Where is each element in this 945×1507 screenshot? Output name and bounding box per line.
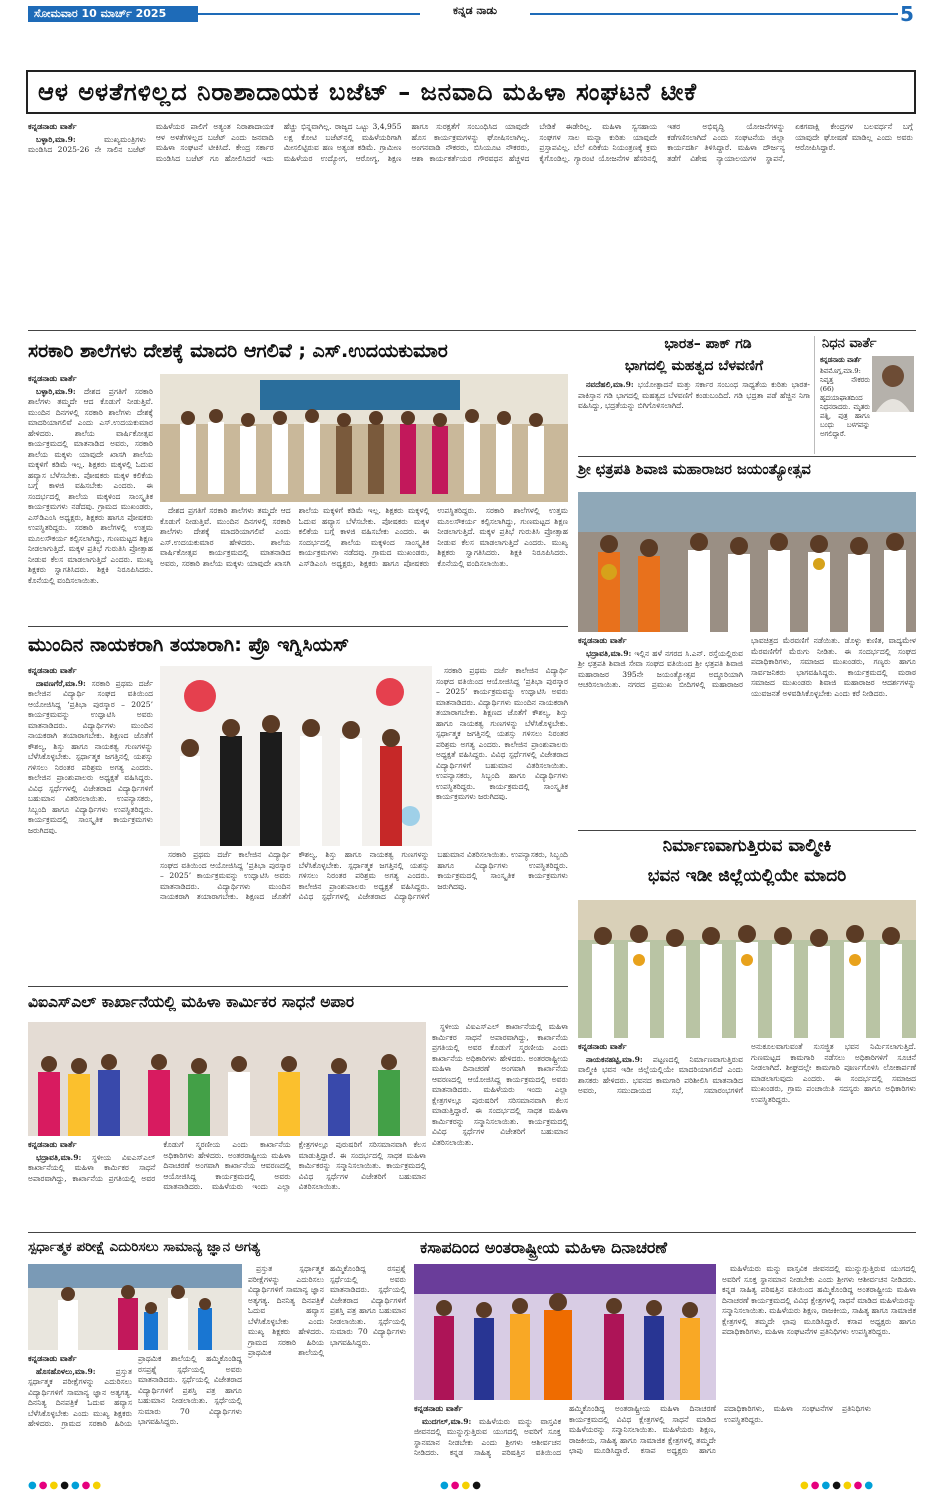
exam-body: ಪ್ರಸ್ತುತ ಸ್ಪರ್ಧಾತ್ಮಕ ಪರೀಕ್ಷೆಗಳನ್ನು ಎದುರಿಸಲು ವಿದ್ಯಾರ್ಥಿಗಳಿಗೆ ಸಾಮಾನ್ಯ ಜ್ಞಾನ ಅತ್ಯಗತ್ಯ. ದಿನನಿತ್ಯ ದಿನಪತ್ರಿಕೆ ಓದುವ ಹವ್ಯಾಸ ಬೆಳೆಸಿಕೊಳ್ಳಬೇಕು ಎಂದು ಮುಖ್ಯ ಶಿಕ್ಷಕರು ಹೇಳಿದರು. ಗ್ರಾಮದ ಸರಕಾರಿ ಹಿರಿಯ ಪ್ರಾಥಮಿಕ ಶಾಲೆಯಲ್ಲಿ ಹಮ್ಮಿಕೊಂಡಿದ್ದ ರಸಪ್ರಶ್ನೆ ಸ್ಪರ್ಧೆಯಲ್ಲಿ ಅವರು ಮಾತನಾಡಿದರು. ಸ್ಪರ್ಧೆಯಲ್ಲಿ ವಿಜೇತರಾದ ವಿದ್ಯಾರ್ಥಿಗಳಿಗೆ ಪ್ರಶಸ್ತಿ ಪತ್ರ ಹಾಗೂ ಬಹುಮಾನ ನೀಡಲಾಯಿತು. ಸ್ಪರ್ಧೆಯಲ್ಲಿ ಸುಮಾರು 70 ವಿದ್ಯಾರ್ಥಿಗಳು ಭಾಗವಹಿಸಿದ್ದರು.	[28, 1354, 242, 1428]
bharat-headline-line1: ಭಾರತ– ಪಾಕ್ ಗಡಿ	[664, 336, 752, 352]
exam-byline: ಕನ್ನಡನಾಡು ವಾರ್ತೆ	[28, 1354, 77, 1363]
bharat-article	[578, 380, 810, 452]
lead-article	[28, 122, 913, 327]
divider	[28, 330, 916, 331]
visl-article	[28, 1140, 426, 1228]
registration-marks: ●●●●	[440, 1480, 483, 1491]
obituary-headline: ನಿಧನ ವಾರ್ತೆ	[822, 336, 877, 351]
exam-photo	[28, 1264, 242, 1350]
divider	[814, 336, 815, 454]
schools-byline: ಕನ್ನಡನಾಡು ವಾರ್ತೆ	[28, 374, 77, 383]
leaders-photo	[160, 666, 432, 846]
visl-body-continued: ಸ್ಥಳೀಯ ವಿಐಎಸ್ಎಲ್ ಕಾರ್ಖಾನೆಯಲ್ಲಿ ಮಹಿಳಾ ಕಾರ್ಮಿಕರ ಸಾಧನೆ ಅಪಾರವಾಗಿದ್ದು, ಕಾರ್ಖಾನೆಯ ಪ್ರಗತಿಯಲ್ಲಿ ಅವರ ಕೊಡುಗೆ ಸ್ಮರಣೀಯ ಎಂದು ಕಾರ್ಖಾನೆಯ ಅಧಿಕಾರಿಗಳು ಹೇಳಿದರು. ಅಂತರರಾಷ್ಟ್ರೀಯ ಮಹಿಳಾ ದಿನಾಚರಣೆ ಅಂಗವಾಗಿ ಕಾರ್ಖಾನೆಯ ಆವರಣದಲ್ಲಿ ಆಯೋಜಿಸಿದ್ದ ಕಾರ್ಯಕ್ರಮದಲ್ಲಿ ಅವರು ಮಾತನಾಡಿದರು. ಮಹಿಳೆಯರು ಇಂದು ಎಲ್ಲಾ ಕ್ಷೇತ್ರಗಳಲ್ಲೂ ಪುರುಷರಿಗೆ ಸರಿಸಮಾನವಾಗಿ ಕೆಲಸ ಮಾಡುತ್ತಿದ್ದಾರೆ. ಈ ಸಂದರ್ಭದಲ್ಲಿ ಸಾಧಕ ಮಹಿಳಾ ಕಾರ್ಮಿಕರನ್ನು ಸನ್ಮಾನಿಸಲಾಯಿತು. ಕಾರ್ಯಕ್ರಮದಲ್ಲಿ ವಿವಿಧ ಸ್ಪರ್ಧೆಗಳ ವಿಜೇತರಿಗೆ ಬಹುಮಾನ ವಿತರಿಸಲಾಯಿತು.	[432, 1022, 568, 1147]
kasapa-body: ಮಹಿಳೆಯರು ಮನ್ನು ವಾಸ್ತವಿಕ ಜೀವನದಲ್ಲಿ ಮುನ್ನುಗ್ಗುತ್ತಿರುವ ಯುಗದಲ್ಲಿ ಅವರಿಗೆ ಸೂಕ್ತ ಸ್ಥಾನಮಾನ ನೀಡಬೇಕು ಎಂದು ಶ್ರೀಗಳು ಆಶೀರ್ವಚನ ನೀಡಿದರು. ಕನ್ನಡ ಸಾಹಿತ್ಯ ಪರಿಷತ್ತಿನ ವತಿಯಿಂದ ಹಮ್ಮಿಕೊಂಡಿದ್ದ ಅಂತರಾಷ್ಟ್ರೀಯ ಮಹಿಳಾ ದಿನಾಚರಣೆ ಕಾರ್ಯಕ್ರಮದಲ್ಲಿ ವಿವಿಧ ಕ್ಷೇತ್ರಗಳಲ್ಲಿ ಸಾಧನೆ ಮಾಡಿದ ಮಹಿಳೆಯರನ್ನು ಸನ್ಮಾನಿಸಲಾಯಿತು. ಮಹಿಳೆಯರು ಶಿಕ್ಷಣ, ರಾಜಕೀಯ, ಸಾಹಿತ್ಯ ಹಾಗೂ ಸಾಮಾಜಿಕ ಕ್ಷೇತ್ರಗಳಲ್ಲಿ ತಮ್ಮದೇ ಛಾಪು ಮೂಡಿಸಿದ್ದಾರೆ. ಕಸಾಪ ಅಧ್ಯಕ್ಷರು ಹಾಗೂ ಪದಾಧಿಕಾರಿಗಳು, ಮಹಿಳಾ ಸಂಘಟನೆಗಳ ಪ್ರತಿನಿಧಿಗಳು ಉಪಸ್ಥಿತರಿದ್ದರು.	[414, 1404, 871, 1457]
registration-marks: ●●●●●●●	[800, 1480, 876, 1491]
kasapa-headline: ಕಸಾಪದಿಂದ ಅಂತರಾಷ್ಟ್ರೀಯ ಮಹಿಳಾ ದಿನಾಚರಣೆ	[420, 1238, 668, 1257]
bharat-headline-line2: ಭಾಗದಲ್ಲಿ ಮಹತ್ವದ ಬೆಳವಣಿಗೆ	[624, 358, 764, 374]
obituary-article	[820, 356, 870, 454]
header-rule	[198, 13, 898, 15]
masthead	[0, 0, 945, 66]
shivaji-byline: ಕನ್ನಡನಾಡು ವಾರ್ತೆ	[578, 636, 627, 645]
schools-headline: ಸರಕಾರಿ ಶಾಲೆಗಳು ದೇಶಕ್ಕೆ ಮಾದರಿ ಆಗಲಿವೆ ; ಎಸ್.ಉದಯಕುಮಾರ	[28, 340, 448, 362]
divider	[28, 1232, 916, 1233]
divider	[28, 626, 568, 627]
kasapa-photo	[414, 1264, 716, 1400]
kasapa-byline: ಕನ್ನಡನಾಡು ವಾರ್ತೆ	[414, 1404, 463, 1413]
leaders-place: ದಾವಣಗೆರೆ,ಮಾ.9:	[36, 678, 86, 688]
header-date: ಸೋಮವಾರ 10 ಮಾರ್ಚ್ 2025	[28, 6, 198, 22]
valmiki-body: ಪಟ್ಟಣದಲ್ಲಿ ನಿರ್ಮಾಣವಾಗುತ್ತಿರುವ ವಾಲ್ಮೀಕಿ ಭವನ ಇಡೀ ಜಿಲ್ಲೆಯಲ್ಲಿಯೇ ಮಾದರಿಯಾಗಲಿದೆ ಎಂದು ಶಾಸಕರು ಹೇಳಿದರು. ಭವನದ ಕಾಮಗಾರಿ ಪರಿಶೀಲಿಸಿ ಮಾತನಾಡಿದ ಅವರು, ಸಮುದಾಯದ ಸಭೆ, ಸಮಾರಂಭಗಳಿಗೆ ಅನುಕೂಲವಾಗುವಂತೆ ಸುಸಜ್ಜಿತ ಭವನ ನಿರ್ಮಿಸಲಾಗುತ್ತಿದೆ. ಗುಣಮಟ್ಟದ ಕಾಮಗಾರಿ ನಡೆಸಲು ಅಧಿಕಾರಿಗಳಿಗೆ ಸೂಚನೆ ನೀಡಲಾಗಿದೆ. ಶೀಘ್ರದಲ್ಲೇ ಕಾಮಗಾರಿ ಪೂರ್ಣಗೊಳಿಸಿ ಲೋಕಾರ್ಪಣೆ ಮಾಡಲಾಗುವುದು ಎಂದರು. ಈ ಸಂದರ್ಭದಲ್ಲಿ ಸಮಾಜದ ಮುಖಂಡರು, ಗ್ರಾಮ ಪಂಚಾಯಿತಿ ಸದಸ್ಯರು ಹಾಗೂ ಅಧಿಕಾರಿಗಳು ಉಪಸ್ಥಿತರಿದ್ದರು.	[578, 1042, 916, 1104]
leaders-body-continued: ಸರಕಾರಿ ಪ್ರಥಮ ದರ್ಜೆ ಕಾಲೇಜಿನ ವಿದ್ಯಾರ್ಥಿ ಸಂಘದ ವತಿಯಿಂದ ಆಯೋಜಿಸಿದ್ದ ‘ಪ್ರತಿಭಾ ಪುರಸ್ಕಾರ – 2025’ ಕಾರ್ಯಕ್ರಮವನ್ನು ಉದ್ಘಾಟಿಸಿ ಅವರು ಮಾತನಾಡಿದರು. ವಿದ್ಯಾರ್ಥಿಗಳು ಮುಂದಿನ ನಾಯಕರಾಗಿ ತಯಾರಾಗಬೇಕು. ಶಿಕ್ಷಣದ ಜೊತೆಗೆ ಕೌಶಲ್ಯ, ಶಿಸ್ತು ಹಾಗೂ ನಾಯಕತ್ವ ಗುಣಗಳನ್ನು ಬೆಳೆಸಿಕೊಳ್ಳಬೇಕು. ಸ್ಪರ್ಧಾತ್ಮಕ ಜಗತ್ತಿನಲ್ಲಿ ಯಶಸ್ಸು ಗಳಿಸಲು ನಿರಂತರ ಪರಿಶ್ರಮ ಅಗತ್ಯ ಎಂದರು. ಕಾಲೇಜಿನ ಪ್ರಾಂಶುಪಾಲರು ಅಧ್ಯಕ್ಷತೆ ವಹಿಸಿದ್ದರು. ವಿವಿಧ ಸ್ಪರ್ಧೆಗಳಲ್ಲಿ ವಿಜೇತರಾದ ವಿದ್ಯಾರ್ಥಿಗಳಿಗೆ ಬಹುಮಾನ ವಿತರಿಸಲಾಯಿತು. ಉಪನ್ಯಾಸಕರು, ಸಿಬ್ಬಂದಿ ಹಾಗೂ ವಿದ್ಯಾರ್ಥಿಗಳು ಉಪಸ್ಥಿತರಿದ್ದರು. ಕಾರ್ಯಕ್ರಮದಲ್ಲಿ ಸಾಂಸ್ಕೃತಿಕ ಕಾರ್ಯಕ್ರಮಗಳು ಜರುಗಿದವು.	[436, 666, 568, 801]
visl-group-photo	[28, 1022, 426, 1136]
schools-body-continued: ದೇಶದ ಪ್ರಗತಿಗೆ ಸರಕಾರಿ ಶಾಲೆಗಳು ತಮ್ಮದೇ ಆದ ಕೊಡುಗೆ ನೀಡುತ್ತಿವೆ. ಮುಂದಿನ ದಿನಗಳಲ್ಲಿ ಸರಕಾರಿ ಶಾಲೆಗಳು ದೇಶಕ್ಕೆ ಮಾದರಿಯಾಗಲಿವೆ ಎಂದು ಎಸ್.ಉದಯಕುಮಾರ ಹೇಳಿದರು. ಶಾಲೆಯ ವಾರ್ಷಿಕೋತ್ಸವ ಕಾರ್ಯಕ್ರಮದಲ್ಲಿ ಮಾತನಾಡಿದ ಅವರು, ಸರಕಾರಿ ಶಾಲೆಯ ಮಕ್ಕಳು ಯಾವುದೇ ಖಾಸಗಿ ಶಾಲೆಯ ಮಕ್ಕಳಿಗೆ ಕಡಿಮೆ ಇಲ್ಲ. ಶಿಕ್ಷಕರು ಮಕ್ಕಳಲ್ಲಿ ಓದುವ ಹವ್ಯಾಸ ಬೆಳೆಸಬೇಕು. ಪೋಷಕರು ಮಕ್ಕಳ ಕಲಿಕೆಯ ಬಗ್ಗೆ ಕಾಳಜಿ ವಹಿಸಬೇಕು ಎಂದರು. ಈ ಸಂದರ್ಭದಲ್ಲಿ ಶಾಲೆಯ ಮಕ್ಕಳಿಂದ ಸಾಂಸ್ಕೃತಿಕ ಕಾರ್ಯಕ್ರಮಗಳು ನಡೆದವು. ಗ್ರಾಮದ ಮುಖಂಡರು, ಎಸ್‌ಡಿಎಂಸಿ ಅಧ್ಯಕ್ಷರು, ಶಿಕ್ಷಕರು ಹಾಗೂ ಪೋಷಕರು ಉಪಸ್ಥಿತರಿದ್ದರು. ಸರಕಾರಿ ಶಾಲೆಗಳಲ್ಲಿ ಉತ್ತಮ ಮೂಲಸೌಕರ್ಯ ಕಲ್ಪಿಸಲಾಗಿದ್ದು, ಗುಣಮಟ್ಟದ ಶಿಕ್ಷಣ ನೀಡಲಾಗುತ್ತಿದೆ. ಮಕ್ಕಳ ಪ್ರತಿಭೆ ಗುರುತಿಸಿ ಪ್ರೋತ್ಸಾಹ ನೀಡುವ ಕೆಲಸ ಮಾಡಲಾಗುತ್ತಿದೆ ಎಂದರು. ಮುಖ್ಯ ಶಿಕ್ಷಕರು ಸ್ವಾಗತಿಸಿದರು. ಶಿಕ್ಷಕಿ ನಿರೂಪಿಸಿದರು. ಕೊನೆಯಲ್ಲಿ ವಂದಿಸಲಾಯಿತು.	[160, 506, 568, 568]
leaders-body: ಸರಕಾರಿ ಪ್ರಥಮ ದರ್ಜೆ ಕಾಲೇಜಿನ ವಿದ್ಯಾರ್ಥಿ ಸಂಘದ ವತಿಯಿಂದ ಆಯೋಜಿಸಿದ್ದ ‘ಪ್ರತಿಭಾ ಪುರಸ್ಕಾರ – 2025’ ಕಾರ್ಯಕ್ರಮವನ್ನು ಉದ್ಘಾಟಿಸಿ ಅವರು ಮಾತನಾಡಿದರು. ವಿದ್ಯಾರ್ಥಿಗಳು ಮುಂದಿನ ನಾಯಕರಾಗಿ ತಯಾರಾಗಬೇಕು. ಶಿಕ್ಷಣದ ಜೊತೆಗೆ ಕೌಶಲ್ಯ, ಶಿಸ್ತು ಹಾಗೂ ನಾಯಕತ್ವ ಗುಣಗಳನ್ನು ಬೆಳೆಸಿಕೊಳ್ಳಬೇಕು. ಸ್ಪರ್ಧಾತ್ಮಕ ಜಗತ್ತಿನಲ್ಲಿ ಯಶಸ್ಸು ಗಳಿಸಲು ನಿರಂತರ ಪರಿಶ್ರಮ ಅಗತ್ಯ ಎಂದರು. ಕಾಲೇಜಿನ ಪ್ರಾಂಶುಪಾಲರು ಅಧ್ಯಕ್ಷತೆ ವಹಿಸಿದ್ದರು. ವಿವಿಧ ಸ್ಪರ್ಧೆಗಳಲ್ಲಿ ವಿಜೇತರಾದ ವಿದ್ಯಾರ್ಥಿಗಳಿಗೆ ಬಹುಮಾನ ವಿತರಿಸಲಾಯಿತು. ಉಪನ್ಯಾಸಕರು, ಸಿಬ್ಬಂದಿ ಹಾಗೂ ವಿದ್ಯಾರ್ಥಿಗಳು ಉಪಸ್ಥಿತರಿದ್ದರು. ಕಾರ್ಯಕ್ರಮದಲ್ಲಿ ಸಾಂಸ್ಕೃತಿಕ ಕಾರ್ಯಕ್ರಮಗಳು ಜರುಗಿದವು.	[28, 678, 154, 835]
valmiki-byline: ಕನ್ನಡನಾಡು ವಾರ್ತೆ	[578, 1042, 627, 1051]
kasapa-article-col2	[722, 1264, 916, 1466]
leaders-article-col1	[28, 666, 153, 982]
visl-byline: ಕನ್ನಡನಾಡು ವಾರ್ತೆ	[28, 1140, 77, 1149]
exam-place: ಹೊಸಹೊಳಲು,ಮಾ.9:	[36, 1366, 96, 1376]
valmiki-headline-line1: ನಿರ್ಮಾಣವಾಗುತ್ತಿರುವ ವಾಲ್ಮೀಕಿ	[662, 836, 832, 856]
divider	[28, 986, 568, 987]
shivaji-article	[578, 636, 916, 826]
valmiki-place: ನಾಯಕನಹಟ್ಟಿ,ಮಾ.9:	[586, 1054, 643, 1064]
schools-body: ದೇಶದ ಪ್ರಗತಿಗೆ ಸರಕಾರಿ ಶಾಲೆಗಳು ತಮ್ಮದೇ ಆದ ಕೊಡುಗೆ ನೀಡುತ್ತಿವೆ. ಮುಂದಿನ ದಿನಗಳಲ್ಲಿ ಸರಕಾರಿ ಶಾಲೆಗಳು ದೇಶಕ್ಕೆ ಮಾದರಿಯಾಗಲಿವೆ ಎಂದು ಎಸ್.ಉದಯಕುಮಾರ ಹೇಳಿದರು. ಶಾಲೆಯ ವಾರ್ಷಿಕೋತ್ಸವ ಕಾರ್ಯಕ್ರಮದಲ್ಲಿ ಮಾತನಾಡಿದ ಅವರು, ಸರಕಾರಿ ಶಾಲೆಯ ಮಕ್ಕಳು ಯಾವುದೇ ಖಾಸಗಿ ಶಾಲೆಯ ಮಕ್ಕಳಿಗೆ ಕಡಿಮೆ ಇಲ್ಲ. ಶಿಕ್ಷಕರು ಮಕ್ಕಳಲ್ಲಿ ಓದುವ ಹವ್ಯಾಸ ಬೆಳೆಸಬೇಕು. ಪೋಷಕರು ಮಕ್ಕಳ ಕಲಿಕೆಯ ಬಗ್ಗೆ ಕಾಳಜಿ ವಹಿಸಬೇಕು ಎಂದರು. ಈ ಸಂದರ್ಭದಲ್ಲಿ ಶಾಲೆಯ ಮಕ್ಕಳಿಂದ ಸಾಂಸ್ಕೃತಿಕ ಕಾರ್ಯಕ್ರಮಗಳು ನಡೆದವು. ಗ್ರಾಮದ ಮುಖಂಡರು, ಎಸ್‌ಡಿಎಂಸಿ ಅಧ್ಯಕ್ಷರು, ಶಿಕ್ಷಕರು ಹಾಗೂ ಪೋಷಕರು ಉಪಸ್ಥಿತರಿದ್ದರು. ಸರಕಾರಿ ಶಾಲೆಗಳಲ್ಲಿ ಉತ್ತಮ ಮೂಲಸೌಕರ್ಯ ಕಲ್ಪಿಸಲಾಗಿದ್ದು, ಗುಣಮಟ್ಟದ ಶಿಕ್ಷಣ ನೀಡಲಾಗುತ್ತಿದೆ. ಮಕ್ಕಳ ಪ್ರತಿಭೆ ಗುರುತಿಸಿ ಪ್ರೋತ್ಸಾಹ ನೀಡುವ ಕೆಲಸ ಮಾಡಲಾಗುತ್ತಿದೆ ಎಂದರು. ಮುಖ್ಯ ಶಿಕ್ಷಕರು ಸ್ವಾಗತಿಸಿದರು. ಶಿಕ್ಷಕಿ ನಿರೂಪಿಸಿದರು. ಕೊನೆಯಲ್ಲಿ ವಂದಿಸಲಾಯಿತು.	[28, 386, 153, 585]
exam-headline: ಸ್ಪರ್ಧಾತ್ಮಕ ಪರೀಕ್ಷೆ ಎದುರಿಸಲು ಸಾಮಾನ್ಯ ಜ್ಞಾನ ಅಗತ್ಯ	[28, 1239, 260, 1255]
valmiki-headline-line2: ಭವನ ಇಡೀ ಜಿಲ್ಲೆಯಲ್ಲಿಯೇ ಮಾದರಿ	[647, 866, 847, 886]
visl-headline: ವಿಐಎಸ್ಎಲ್ ಕಾರ್ಖಾನೆಯಲ್ಲಿ ಮಹಿಳಾ ಕಾರ್ಮಿಕರ ಸಾಧನೆ ಅಪಾರ	[28, 993, 355, 1011]
leaders-article-col2	[436, 666, 568, 846]
shivaji-body: ಇಲ್ಲಿನ ಹಳೆ ನಗರದ ಸಿ.ಎನ್. ರಸ್ತೆಯಲ್ಲಿರುವ ಶ್ರೀ ಛತ್ರಪತಿ ಶಿವಾಜಿ ಸೇವಾ ಸಂಘದ ವತಿಯಿಂದ ಶ್ರೀ ಛತ್ರಪತಿ ಶಿವಾಜಿ ಮಹಾರಾಜರ 395ನೇ ಜಯಂತ್ಯೋತ್ಸವ ಅದ್ಧೂರಿಯಾಗಿ ಆಚರಿಸಲಾಯಿತು. ನಗರದ ಪ್ರಮುಖ ಬೀದಿಗಳಲ್ಲಿ ಮಹಾರಾಜರ ಭಾವಚಿತ್ರದ ಮೆರವಣಿಗೆ ನಡೆಯಿತು. ಡೊಳ್ಳು ಕುಣಿತ, ವಾದ್ಯಮೇಳ ಮೆರವಣಿಗೆಗೆ ಮೆರುಗು ನೀಡಿತು. ಈ ಸಂದರ್ಭದಲ್ಲಿ ಸಂಘದ ಪದಾಧಿಕಾರಿಗಳು, ಸಮಾಜದ ಮುಖಂಡರು, ಗಣ್ಯರು ಹಾಗೂ ಸಾರ್ವಜನಿಕರು ಭಾಗವಹಿಸಿದ್ದರು. ಕಾರ್ಯಕ್ರಮದಲ್ಲಿ ಮರಾಠ ಸಮಾಜದ ಮುಖಂಡರು ಶಿವಾಜಿ ಮಹಾರಾಜರ ಆದರ್ಶಗಳನ್ನು ಯುವಜನತೆ ಅಳವಡಿಸಿಕೊಳ್ಳಬೇಕು ಎಂದು ಕರೆ ನೀಡಿದರು.	[578, 636, 916, 698]
obituary-portrait	[872, 356, 914, 412]
visl-place: ಭದ್ರಾವತಿ,ಮಾ.9:	[36, 1152, 82, 1162]
schools-article-col1	[28, 374, 153, 622]
lead-body: ಮುಖ್ಯಮಂತ್ರಿಗಳು ಮಂಡಿಸಿದ 2025-26 ನೇ ಸಾಲಿನ ಬಜೆಟ್ ಮಹಿಳೆಯರ ಪಾಲಿಗೆ ಅತ್ಯಂತ ನಿರಾಶಾದಾಯಕ ಆಳ ಅಳತೆಗಳಿಲ್ಲದ ಬಜೆಟ್ ಎಂದು ಜನವಾದಿ ಮಹಿಳಾ ಸಂಘಟನೆ ಟೀಕಿಸಿದೆ. ಕೇಂದ್ರ ಸರ್ಕಾರ ಮಂಡಿಸಿದ ಬಜೆಟ್ ಗೂ ಹೋಲಿಸಿದರೆ ಇದು ಹೆಚ್ಚು ಭಿನ್ನವಾಗಿಲ್ಲ. ರಾಜ್ಯದ ಒಟ್ಟು 3,4,955 ಲಕ್ಷ ಕೋಟಿ ಬಜೆಟ್‌ನಲ್ಲಿ ಮಹಿಳೆಯರಿಗಾಗಿ ಮೀಸಲಿಟ್ಟಿರುವ ಹಣ ಅತ್ಯಂತ ಕಡಿಮೆ. ಗ್ರಾಮೀಣ ಮಹಿಳೆಯರ ಉದ್ಯೋಗ, ಆರೋಗ್ಯ, ಶಿಕ್ಷಣ ಹಾಗೂ ಸುರಕ್ಷತೆಗೆ ಸಂಬಂಧಿಸಿದ ಯಾವುದೇ ಹೊಸ ಕಾರ್ಯಕ್ರಮಗಳನ್ನು ಘೋಷಿಸಲಾಗಿಲ್ಲ. ಅಂಗನವಾಡಿ ನೌಕರರು, ಬಿಸಿಯೂಟ ನೌಕರರು, ಆಶಾ ಕಾರ್ಯಕರ್ತೆಯರ ಗೌರವಧನ ಹೆಚ್ಚಳದ ಬೇಡಿಕೆ ಈಡೇರಿಲ್ಲ. ಮಹಿಳಾ ಸ್ವಸಹಾಯ ಸಂಘಗಳ ಸಾಲ ಮನ್ನಾ ಕುರಿತು ಯಾವುದೇ ಪ್ರಸ್ತಾಪವಿಲ್ಲ. ಬೆಲೆ ಏರಿಕೆಯ ನಿಯಂತ್ರಣಕ್ಕೆ ಕ್ರಮ ಕೈಗೊಂಡಿಲ್ಲ. ಗ್ಯಾರಂಟಿ ಯೋಜನೆಗಳ ಹೆಸರಿನಲ್ಲಿ ಇತರ ಅಭಿವೃದ್ಧಿ ಯೋಜನೆಗಳನ್ನು ಕಡೆಗಣಿಸಲಾಗಿದೆ ಎಂದು ಸಂಘಟನೆಯ ಜಿಲ್ಲಾ ಕಾರ್ಯದರ್ಶಿ ತಿಳಿಸಿದ್ದಾರೆ. ಮಹಿಳಾ ದೌರ್ಜನ್ಯ ತಡೆಗೆ ವಿಶೇಷ ನ್ಯಾಯಾಲಯಗಳ ಸ್ಥಾಪನೆ, ಏಕಗವಾಕ್ಷಿ ಕೇಂದ್ರಗಳ ಬಲವರ್ಧನೆ ಬಗ್ಗೆ ಯಾವುದೇ ಘೋಷಣೆ ಮಾಡಿಲ್ಲ ಎಂದು ಅವರು ಆರೋಪಿಸಿದ್ದಾರೆ.	[28, 122, 913, 163]
registration-marks: ●●●●●●●	[28, 1480, 104, 1491]
lead-byline: ಕನ್ನಡನಾಡು ವಾರ್ತೆ	[28, 122, 77, 131]
valmiki-photo	[578, 900, 916, 1038]
exam-article	[28, 1354, 242, 1466]
lead-place: ಬಳ್ಳಾರಿ,ಮಾ.9:	[36, 134, 76, 144]
shivaji-headline: ಶ್ರೀ ಛತ್ರಪತಿ ಶಿವಾಜಿ ಮಹಾರಾಜರ ಜಯಂತ್ಯೋತ್ಸವ	[578, 462, 811, 478]
divider	[578, 830, 916, 831]
visl-body: ಸ್ಥಳೀಯ ವಿಐಎಸ್ಎಲ್ ಕಾರ್ಖಾನೆಯಲ್ಲಿ ಮಹಿಳಾ ಕಾರ್ಮಿಕರ ಸಾಧನೆ ಅಪಾರವಾಗಿದ್ದು, ಕಾರ್ಖಾನೆಯ ಪ್ರಗತಿಯಲ್ಲಿ ಅವರ ಕೊಡುಗೆ ಸ್ಮರಣೀಯ ಎಂದು ಕಾರ್ಖಾನೆಯ ಅಧಿಕಾರಿಗಳು ಹೇಳಿದರು. ಅಂತರರಾಷ್ಟ್ರೀಯ ಮಹಿಳಾ ದಿನಾಚರಣೆ ಅಂಗವಾಗಿ ಕಾರ್ಖಾನೆಯ ಆವರಣದಲ್ಲಿ ಆಯೋಜಿಸಿದ್ದ ಕಾರ್ಯಕ್ರಮದಲ್ಲಿ ಅವರು ಮಾತನಾಡಿದರು. ಮಹಿಳೆಯರು ಇಂದು ಎಲ್ಲಾ ಕ್ಷೇತ್ರಗಳಲ್ಲೂ ಪುರುಷರಿಗೆ ಸರಿಸಮಾನವಾಗಿ ಕೆಲಸ ಮಾಡುತ್ತಿದ್ದಾರೆ. ಈ ಸಂದರ್ಭದಲ್ಲಿ ಸಾಧಕ ಮಹಿಳಾ ಕಾರ್ಮಿಕರನ್ನು ಸನ್ಮಾನಿಸಲಾಯಿತು. ಕಾರ್ಯಕ್ರಮದಲ್ಲಿ ವಿವಿಧ ಸ್ಪರ್ಧೆಗಳ ವಿಜೇತರಿಗೆ ಬಹುಮಾನ ವಿತರಿಸಲಾಯಿತು.	[28, 1140, 426, 1191]
leaders-body-more: ಸರಕಾರಿ ಪ್ರಥಮ ದರ್ಜೆ ಕಾಲೇಜಿನ ವಿದ್ಯಾರ್ಥಿ ಸಂಘದ ವತಿಯಿಂದ ಆಯೋಜಿಸಿದ್ದ ‘ಪ್ರತಿಭಾ ಪುರಸ್ಕಾರ – 2025’ ಕಾರ್ಯಕ್ರಮವನ್ನು ಉದ್ಘಾಟಿಸಿ ಅವರು ಮಾತನಾಡಿದರು. ವಿದ್ಯಾರ್ಥಿಗಳು ಮುಂದಿನ ನಾಯಕರಾಗಿ ತಯಾರಾಗಬೇಕು. ಶಿಕ್ಷಣದ ಜೊತೆಗೆ ಕೌಶಲ್ಯ, ಶಿಸ್ತು ಹಾಗೂ ನಾಯಕತ್ವ ಗುಣಗಳನ್ನು ಬೆಳೆಸಿಕೊಳ್ಳಬೇಕು. ಸ್ಪರ್ಧಾತ್ಮಕ ಜಗತ್ತಿನಲ್ಲಿ ಯಶಸ್ಸು ಗಳಿಸಲು ನಿರಂತರ ಪರಿಶ್ರಮ ಅಗತ್ಯ ಎಂದರು. ಕಾಲೇಜಿನ ಪ್ರಾಂಶುಪಾಲರು ಅಧ್ಯಕ್ಷತೆ ವಹಿಸಿದ್ದರು. ವಿವಿಧ ಸ್ಪರ್ಧೆಗಳಲ್ಲಿ ವಿಜೇತರಾದ ವಿದ್ಯಾರ್ಥಿಗಳಿಗೆ ಬಹುಮಾನ ವಿತರಿಸಲಾಯಿತು. ಉಪನ್ಯಾಸಕರು, ಸಿಬ್ಬಂದಿ ಹಾಗೂ ವಿದ್ಯಾರ್ಥಿಗಳು ಉಪಸ್ಥಿತರಿದ್ದರು. ಕಾರ್ಯಕ್ರಮದಲ್ಲಿ ಸಾಂಸ್ಕೃತಿಕ ಕಾರ್ಯಕ್ರಮಗಳು ಜರುಗಿದವು.	[160, 850, 568, 901]
bharat-body: ಭಯೋತ್ಪಾದನೆ ಮತ್ತು ಸರ್ಕಾರ ಸಂಬಂಧ ಸಾಧ್ಯತೆಯ ಕುರಿತು ಭಾರತ-ಪಾಕಿಸ್ತಾನ ಗಡಿ ಭಾಗದಲ್ಲಿ ಮಹತ್ವದ ಬೆಳವಣಿಗೆ ಕಂಡುಬಂದಿದೆ. ಗಡಿ ಭದ್ರತಾ ಪಡೆ ಹೆಚ್ಚಿನ ನಿಗಾ ವಹಿಸಿದ್ದು, ಭದ್ರತೆಯನ್ನು ಬಿಗಿಗೊಳಿಸಲಾಗಿದೆ.	[578, 380, 810, 410]
shivaji-place: ಭದ್ರಾವತಿ,ಮಾ.9:	[586, 648, 632, 658]
exam-body-continued: ಪ್ರಸ್ತುತ ಸ್ಪರ್ಧಾತ್ಮಕ ಪರೀಕ್ಷೆಗಳನ್ನು ಎದುರಿಸಲು ವಿದ್ಯಾರ್ಥಿಗಳಿಗೆ ಸಾಮಾನ್ಯ ಜ್ಞಾನ ಅತ್ಯಗತ್ಯ. ದಿನನಿತ್ಯ ದಿನಪತ್ರಿಕೆ ಓದುವ ಹವ್ಯಾಸ ಬೆಳೆಸಿಕೊಳ್ಳಬೇಕು ಎಂದು ಮುಖ್ಯ ಶಿಕ್ಷಕರು ಹೇಳಿದರು. ಗ್ರಾಮದ ಸರಕಾರಿ ಹಿರಿಯ ಪ್ರಾಥಮಿಕ ಶಾಲೆಯಲ್ಲಿ ಹಮ್ಮಿಕೊಂಡಿದ್ದ ರಸಪ್ರಶ್ನೆ ಸ್ಪರ್ಧೆಯಲ್ಲಿ ಅವರು ಮಾತನಾಡಿದರು. ಸ್ಪರ್ಧೆಯಲ್ಲಿ ವಿಜೇತರಾದ ವಿದ್ಯಾರ್ಥಿಗಳಿಗೆ ಪ್ರಶಸ್ತಿ ಪತ್ರ ಹಾಗೂ ಬಹುಮಾನ ನೀಡಲಾಯಿತು. ಸ್ಪರ್ಧೆಯಲ್ಲಿ ಸುಮಾರು 70 ವಿದ್ಯಾರ್ಥಿಗಳು ಭಾಗವಹಿಸಿದ್ದರು.	[248, 1264, 406, 1357]
lead-headline: ಆಳ ಅಳತೆಗಳಿಲ್ಲದ ನಿರಾಶಾದಾಯಕ ಬಜೆಟ್ – ಜನವಾದಿ ಮಹಿಳಾ ಸಂಘಟನೆ ಟೀಕೆ	[26, 70, 916, 114]
leaders-headline: ಮುಂದಿನ ನಾಯಕರಾಗಿ ತಯಾರಾಗಿ: ಪ್ರೊ ಇಗ್ನಿಸಿಯಸ್	[28, 634, 350, 656]
obituary-body: ಶಿವಮೊಗ್ಗ,ಮಾ.9: ನಿವೃತ್ತ ನೌಕರರು (66) ಹೃದಯಾಘಾತದಿಂದ ನಿಧನರಾದರು. ಮೃತರು ಪತ್ನಿ, ಪುತ್ರ ಹಾಗೂ ಬಂಧು ಬಳಗವನ್ನು ಅಗಲಿದ್ದಾರೆ.	[820, 367, 870, 438]
kasapa-body-continued: ಮಹಿಳೆಯರು ಮನ್ನು ವಾಸ್ತವಿಕ ಜೀವನದಲ್ಲಿ ಮುನ್ನುಗ್ಗುತ್ತಿರುವ ಯುಗದಲ್ಲಿ ಅವರಿಗೆ ಸೂಕ್ತ ಸ್ಥಾನಮಾನ ನೀಡಬೇಕು ಎಂದು ಶ್ರೀಗಳು ಆಶೀರ್ವಚನ ನೀಡಿದರು. ಕನ್ನಡ ಸಾಹಿತ್ಯ ಪರಿಷತ್ತಿನ ವತಿಯಿಂದ ಹಮ್ಮಿಕೊಂಡಿದ್ದ ಅಂತರಾಷ್ಟ್ರೀಯ ಮಹಿಳಾ ದಿನಾಚರಣೆ ಕಾರ್ಯಕ್ರಮದಲ್ಲಿ ವಿವಿಧ ಕ್ಷೇತ್ರಗಳಲ್ಲಿ ಸಾಧನೆ ಮಾಡಿದ ಮಹಿಳೆಯರನ್ನು ಸನ್ಮಾನಿಸಲಾಯಿತು. ಮಹಿಳೆಯರು ಶಿಕ್ಷಣ, ರಾಜಕೀಯ, ಸಾಹಿತ್ಯ ಹಾಗೂ ಸಾಮಾಜಿಕ ಕ್ಷೇತ್ರಗಳಲ್ಲಿ ತಮ್ಮದೇ ಛಾಪು ಮೂಡಿಸಿದ್ದಾರೆ. ಕಸಾಪ ಅಧ್ಯಕ್ಷರು ಹಾಗೂ ಪದಾಧಿಕಾರಿಗಳು, ಮಹಿಳಾ ಸಂಘಟನೆಗಳ ಪ್ರತಿನಿಧಿಗಳು ಉಪಸ್ಥಿತರಿದ್ದರು.	[722, 1264, 916, 1336]
leaders-article-col3	[160, 850, 568, 982]
exam-article-col2	[248, 1264, 406, 1466]
kasapa-article	[414, 1404, 871, 1466]
divider	[578, 456, 916, 457]
shivaji-procession-photo	[578, 492, 916, 632]
header-paper-name: ಕನ್ನಡ ನಾಡು	[420, 4, 530, 22]
schools-place: ಬಳ್ಳಾರಿ,ಮಾ.9:	[36, 386, 76, 396]
visl-article-col2	[432, 1022, 568, 1228]
kasapa-place: ಮುದಗಲ್,ಮಾ.9:	[422, 1416, 472, 1426]
schools-photo	[160, 374, 568, 502]
page-number: 5	[900, 2, 914, 26]
bharat-place: ನವದೆಹಲಿ,ಮಾ.9:	[586, 380, 634, 389]
leaders-byline: ಕನ್ನಡನಾಡು ವಾರ್ತೆ	[28, 666, 77, 675]
valmiki-article	[578, 1042, 916, 1230]
obituary-byline: ಕನ್ನಡನಾಡು ವಾರ್ತೆ	[820, 356, 862, 364]
schools-article-col2	[160, 506, 568, 622]
